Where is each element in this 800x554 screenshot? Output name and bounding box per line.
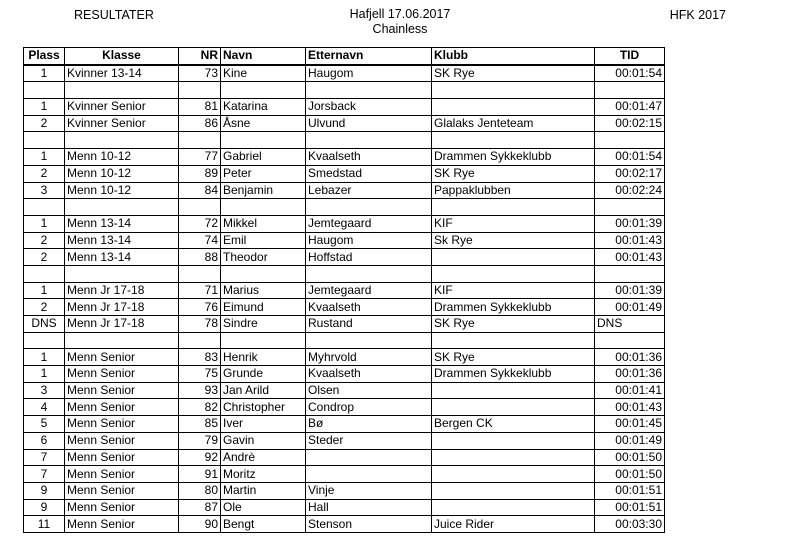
empty-cell <box>179 82 221 99</box>
cell-tid: 00:01:43 <box>595 399 665 416</box>
cell-plass: 2 <box>24 165 65 182</box>
col-header-klasse: Klasse <box>65 48 179 65</box>
cell-tid: 00:01:43 <box>595 249 665 266</box>
spacer-row <box>24 82 665 99</box>
cell-tid: 00:02:17 <box>595 165 665 182</box>
cell-nr: 90 <box>179 516 221 533</box>
cell-etternavn: Hall <box>306 499 432 516</box>
cell-klasse: Menn 13-14 <box>65 249 179 266</box>
empty-cell <box>595 132 665 149</box>
cell-klasse: Menn Senior <box>65 349 179 366</box>
cell-klubb: SK Rye <box>432 165 595 182</box>
cell-etternavn: Bø <box>306 416 432 433</box>
cell-navn: Gabriel <box>221 149 306 166</box>
cell-navn: Gavin <box>221 432 306 449</box>
cell-tid: 00:01:50 <box>595 466 665 483</box>
cell-plass: 4 <box>24 399 65 416</box>
cell-klubb: KIF <box>432 282 595 299</box>
cell-klasse: Kvinner 13-14 <box>65 65 179 82</box>
empty-cell <box>179 265 221 282</box>
cell-navn: Andrè <box>221 449 306 466</box>
table-row <box>24 449 665 466</box>
cell-navn: Mikkel <box>221 215 306 232</box>
cell-tid: 00:01:47 <box>595 99 665 116</box>
cell-etternavn <box>306 449 432 466</box>
empty-cell <box>432 265 595 282</box>
cell-tid: 00:01:39 <box>595 215 665 232</box>
cell-klubb <box>432 449 595 466</box>
cell-plass: 6 <box>24 432 65 449</box>
empty-cell <box>24 132 65 149</box>
cell-plass: 9 <box>24 482 65 499</box>
cell-etternavn: Jemtegaard <box>306 282 432 299</box>
empty-cell <box>65 82 179 99</box>
cell-etternavn: Hoffstad <box>306 249 432 266</box>
cell-plass: 1 <box>24 99 65 116</box>
cell-klubb <box>432 499 595 516</box>
cell-tid: 00:01:54 <box>595 149 665 166</box>
cell-navn: Katarina <box>221 99 306 116</box>
cell-klasse: Menn Jr 17-18 <box>65 299 179 316</box>
table-row <box>24 316 665 333</box>
cell-navn: Grunde <box>221 366 306 383</box>
cell-plass: 11 <box>24 516 65 533</box>
cell-plass: 1 <box>24 366 65 383</box>
table-row <box>24 165 665 182</box>
cell-nr: 72 <box>179 215 221 232</box>
empty-cell <box>432 132 595 149</box>
cell-klubb <box>432 482 595 499</box>
spacer-row <box>24 332 665 349</box>
cell-klubb <box>432 466 595 483</box>
header-right: HFK 2017 <box>669 8 726 22</box>
cell-navn: Kine <box>221 65 306 82</box>
cell-nr: 79 <box>179 432 221 449</box>
empty-cell <box>179 332 221 349</box>
cell-klubb: SK Rye <box>432 65 595 82</box>
cell-klasse: Menn Senior <box>65 449 179 466</box>
results-table <box>23 47 665 533</box>
cell-klasse: Menn Senior <box>65 366 179 383</box>
empty-cell <box>221 82 306 99</box>
empty-cell <box>306 332 432 349</box>
cell-nr: 80 <box>179 482 221 499</box>
cell-navn: Sindre <box>221 316 306 333</box>
cell-klasse: Kvinner Senior <box>65 99 179 116</box>
empty-cell <box>65 132 179 149</box>
empty-cell <box>432 199 595 216</box>
cell-tid: 00:02:24 <box>595 182 665 199</box>
cell-etternavn: Rustand <box>306 316 432 333</box>
empty-cell <box>221 332 306 349</box>
cell-klasse: Menn Senior <box>65 399 179 416</box>
cell-nr: 81 <box>179 99 221 116</box>
empty-cell <box>24 265 65 282</box>
cell-plass: 1 <box>24 65 65 82</box>
cell-navn: Ole <box>221 499 306 516</box>
cell-tid: 00:02:15 <box>595 115 665 132</box>
spacer-row <box>24 132 665 149</box>
empty-cell <box>179 199 221 216</box>
empty-cell <box>595 332 665 349</box>
cell-nr: 78 <box>179 316 221 333</box>
cell-etternavn: Stenson <box>306 516 432 533</box>
empty-cell <box>306 265 432 282</box>
cell-plass: 3 <box>24 182 65 199</box>
empty-cell <box>24 332 65 349</box>
cell-klubb: Pappaklubben <box>432 182 595 199</box>
cell-klasse: Menn Senior <box>65 499 179 516</box>
cell-klubb: SK Rye <box>432 349 595 366</box>
cell-etternavn: Haugom <box>306 232 432 249</box>
empty-cell <box>432 332 595 349</box>
cell-klasse: Menn Jr 17-18 <box>65 282 179 299</box>
cell-klubb: Sk Rye <box>432 232 595 249</box>
cell-etternavn: Condrop <box>306 399 432 416</box>
col-header-klubb: Klubb <box>432 48 595 65</box>
cell-klasse: Menn 13-14 <box>65 232 179 249</box>
cell-klasse: Menn 10-12 <box>65 182 179 199</box>
cell-klasse: Menn 10-12 <box>65 165 179 182</box>
col-header-etternavn: Etternavn <box>306 48 432 65</box>
table-row <box>24 299 665 316</box>
cell-nr: 74 <box>179 232 221 249</box>
cell-klasse: Menn Senior <box>65 432 179 449</box>
cell-tid: 00:01:41 <box>595 382 665 399</box>
cell-klasse: Menn Senior <box>65 482 179 499</box>
table-row <box>24 149 665 166</box>
cell-nr: 82 <box>179 399 221 416</box>
cell-klubb <box>432 99 595 116</box>
cell-etternavn <box>306 466 432 483</box>
table-row <box>24 499 665 516</box>
cell-klubb: Drammen Sykkeklubb <box>432 366 595 383</box>
cell-klubb <box>432 432 595 449</box>
table-row <box>24 65 665 82</box>
cell-etternavn: Steder <box>306 432 432 449</box>
cell-plass: 1 <box>24 282 65 299</box>
cell-tid: 00:01:39 <box>595 282 665 299</box>
empty-cell <box>306 132 432 149</box>
cell-etternavn: Smedstad <box>306 165 432 182</box>
cell-klasse: Menn Senior <box>65 416 179 433</box>
cell-plass: 2 <box>24 249 65 266</box>
cell-klubb <box>432 249 595 266</box>
empty-cell <box>65 199 179 216</box>
cell-etternavn: Vinje <box>306 482 432 499</box>
empty-cell <box>179 132 221 149</box>
cell-tid: 00:01:51 <box>595 482 665 499</box>
cell-plass: 7 <box>24 466 65 483</box>
cell-nr: 93 <box>179 382 221 399</box>
cell-nr: 76 <box>179 299 221 316</box>
empty-cell <box>65 332 179 349</box>
table-row <box>24 349 665 366</box>
table-row <box>24 382 665 399</box>
cell-plass: 3 <box>24 382 65 399</box>
cell-etternavn: Lebazer <box>306 182 432 199</box>
cell-klubb: Glalaks Jenteteam <box>432 115 595 132</box>
cell-klasse: Menn Senior <box>65 516 179 533</box>
cell-tid: 00:01:50 <box>595 449 665 466</box>
cell-nr: 89 <box>179 165 221 182</box>
cell-tid: 00:01:45 <box>595 416 665 433</box>
cell-tid: 00:01:49 <box>595 432 665 449</box>
cell-navn: Emil <box>221 232 306 249</box>
header-left: RESULTATER <box>74 8 154 22</box>
cell-klasse: Menn Jr 17-18 <box>65 316 179 333</box>
cell-klasse: Menn Senior <box>65 466 179 483</box>
cell-nr: 87 <box>179 499 221 516</box>
cell-navn: Jan Arild <box>221 382 306 399</box>
table-row <box>24 115 665 132</box>
cell-tid: 00:01:51 <box>595 499 665 516</box>
header-row <box>24 48 665 65</box>
cell-klubb: KIF <box>432 215 595 232</box>
empty-cell <box>595 199 665 216</box>
col-header-nr: NR <box>179 48 221 65</box>
cell-nr: 91 <box>179 466 221 483</box>
cell-klubb: Drammen Sykkeklubb <box>432 149 595 166</box>
cell-navn: Christopher <box>221 399 306 416</box>
table-row <box>24 182 665 199</box>
cell-nr: 88 <box>179 249 221 266</box>
cell-klasse: Menn 10-12 <box>65 149 179 166</box>
table-row <box>24 232 665 249</box>
table-row <box>24 249 665 266</box>
cell-nr: 75 <box>179 366 221 383</box>
cell-plass: 1 <box>24 215 65 232</box>
empty-cell <box>306 82 432 99</box>
cell-etternavn: Kvaalseth <box>306 149 432 166</box>
cell-nr: 85 <box>179 416 221 433</box>
cell-nr: 84 <box>179 182 221 199</box>
empty-cell <box>221 132 306 149</box>
empty-cell <box>24 82 65 99</box>
cell-plass: 9 <box>24 499 65 516</box>
cell-navn: Åsne <box>221 115 306 132</box>
empty-cell <box>432 82 595 99</box>
cell-tid: 00:01:36 <box>595 366 665 383</box>
cell-navn: Marius <box>221 282 306 299</box>
empty-cell <box>595 265 665 282</box>
cell-nr: 83 <box>179 349 221 366</box>
cell-plass: 2 <box>24 299 65 316</box>
cell-plass: DNS <box>24 316 65 333</box>
cell-klubb: Juice Rider <box>432 516 595 533</box>
table-row <box>24 282 665 299</box>
cell-klubb: Bergen CK <box>432 416 595 433</box>
cell-tid: DNS <box>595 316 665 333</box>
cell-klubb <box>432 399 595 416</box>
cell-navn: Martin <box>221 482 306 499</box>
cell-navn: Theodor <box>221 249 306 266</box>
cell-klasse: Menn 13-14 <box>65 215 179 232</box>
cell-etternavn: Jorsback <box>306 99 432 116</box>
cell-nr: 92 <box>179 449 221 466</box>
cell-nr: 86 <box>179 115 221 132</box>
cell-navn: Henrik <box>221 349 306 366</box>
cell-nr: 73 <box>179 65 221 82</box>
cell-etternavn: Olsen <box>306 382 432 399</box>
cell-etternavn: Haugom <box>306 65 432 82</box>
cell-plass: 1 <box>24 149 65 166</box>
cell-etternavn: Jemtegaard <box>306 215 432 232</box>
cell-plass: 2 <box>24 232 65 249</box>
table-row <box>24 99 665 116</box>
cell-navn: Peter <box>221 165 306 182</box>
col-header-plass: Plass <box>24 48 65 65</box>
cell-klasse: Menn Senior <box>65 382 179 399</box>
cell-tid: 00:01:36 <box>595 349 665 366</box>
cell-etternavn: Kvaalseth <box>306 366 432 383</box>
table-row <box>24 432 665 449</box>
cell-etternavn: Myhrvold <box>306 349 432 366</box>
event-date-title: Hafjell 17.06.2017 <box>349 7 451 21</box>
cell-tid: 00:01:54 <box>595 65 665 82</box>
empty-cell <box>65 265 179 282</box>
cell-klubb <box>432 382 595 399</box>
table-row <box>24 399 665 416</box>
cell-nr: 77 <box>179 149 221 166</box>
cell-navn: Benjamin <box>221 182 306 199</box>
empty-cell <box>24 199 65 216</box>
cell-navn: Bengt <box>221 516 306 533</box>
cell-plass: 5 <box>24 416 65 433</box>
cell-tid: 00:01:43 <box>595 232 665 249</box>
cell-navn: Eimund <box>221 299 306 316</box>
col-header-navn: Navn <box>221 48 306 65</box>
col-header-tid: TID <box>595 48 665 65</box>
cell-tid: 00:01:49 <box>595 299 665 316</box>
cell-etternavn: Kvaalseth <box>306 299 432 316</box>
empty-cell <box>221 265 306 282</box>
cell-etternavn: Ulvund <box>306 115 432 132</box>
empty-cell <box>306 199 432 216</box>
cell-nr: 71 <box>179 282 221 299</box>
table-row <box>24 416 665 433</box>
empty-cell <box>595 82 665 99</box>
table-row <box>24 466 665 483</box>
event-subtitle: Chainless <box>372 22 428 36</box>
cell-tid: 00:03:30 <box>595 516 665 533</box>
cell-klubb: Drammen Sykkeklubb <box>432 299 595 316</box>
table-row <box>24 516 665 533</box>
spacer-row <box>24 265 665 282</box>
empty-cell <box>221 199 306 216</box>
cell-plass: 1 <box>24 349 65 366</box>
cell-navn: Iver <box>221 416 306 433</box>
cell-navn: Moritz <box>221 466 306 483</box>
table-row <box>24 215 665 232</box>
table-row <box>24 482 665 499</box>
cell-klasse: Kvinner Senior <box>65 115 179 132</box>
cell-plass: 2 <box>24 115 65 132</box>
cell-plass: 7 <box>24 449 65 466</box>
spacer-row <box>24 199 665 216</box>
cell-klubb: SK Rye <box>432 316 595 333</box>
table-row <box>24 366 665 383</box>
